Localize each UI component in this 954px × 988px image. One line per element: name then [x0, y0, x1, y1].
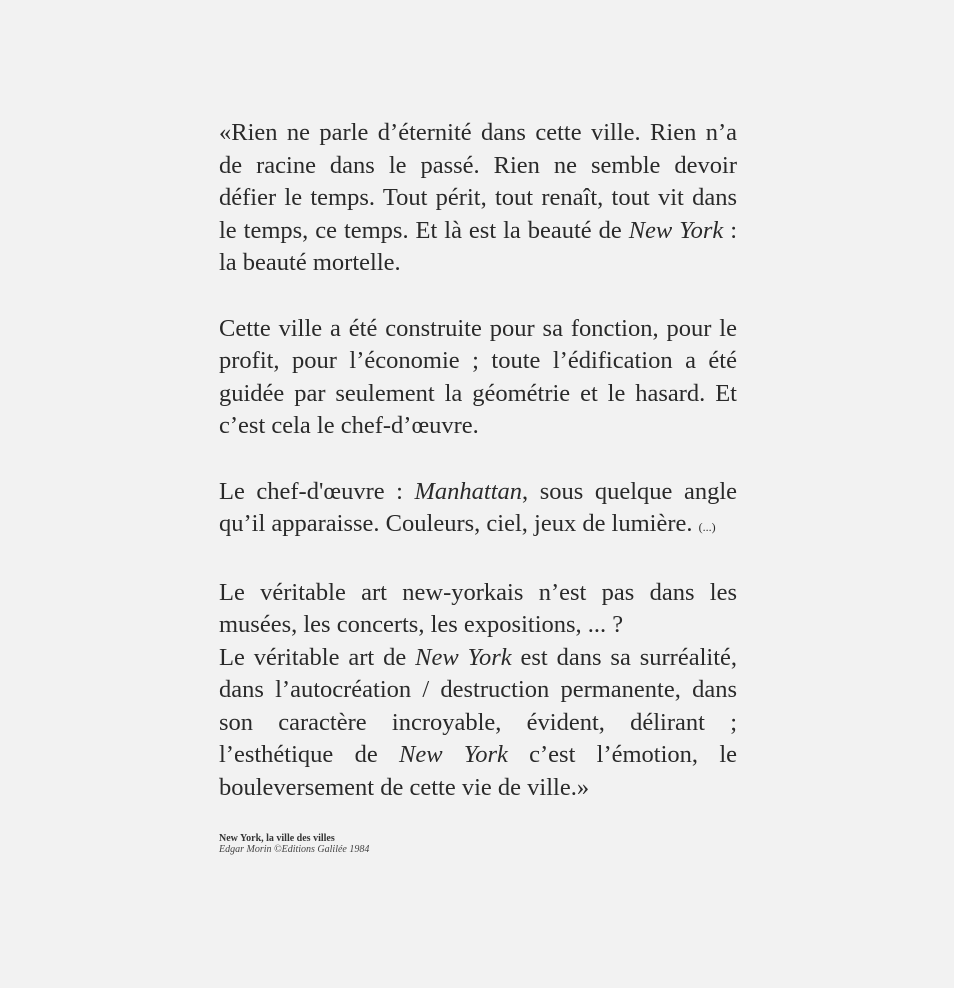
quote-text: c’est l’émotion, le bouleversement de cette vie de ville.» — [219, 741, 738, 801]
quote-text: Le véritable art de — [219, 643, 416, 671]
quote-text: : la beauté mortelle. — [219, 216, 737, 276]
ellipsis-note: (...) — [698, 520, 716, 534]
quote-paragraph-3 — [219, 476, 737, 544]
credit-title: New York, la ville des villes — [219, 833, 335, 844]
quote-paragraph-2: Cette ville a été construite pour sa fonction, pour le profit, pour l’économie ; toute l’édification a été guidée par seulement la géométrie et le hasard. Et c’est cela le chef-d’œuvre. — [219, 314, 737, 439]
quote-paragraph-1 — [219, 117, 737, 280]
quote-text: «Rien ne parle d’éternité dans cette ville. Rien n’a de racine dans le passé. Rien ne semble devoir défier le temps. Tout périt, tout renaît, tout vit dans le temps, ce temps. Et là est la beauté de — [219, 119, 737, 244]
quote-block — [219, 117, 737, 804]
credit-block — [219, 833, 369, 855]
credit-source: Edgar Morin ©Editions Galilée 1984 — [219, 844, 370, 855]
quote-text: , sous quelque angle qu’il apparaisse. Couleurs, ciel, jeux de lumière. — [219, 477, 738, 537]
quote-emphasis: New York — [415, 643, 512, 671]
quote-text: Le chef-d'œuvre : — [219, 477, 415, 505]
quote-emphasis: Manhattan — [414, 477, 523, 505]
quote-emphasis: New York — [398, 741, 508, 768]
quote-text: est dans sa surréalité, dans l’autocréation / destruction permanente, dans son caractère incroyable, évident, délirant ; l’esthétique de — [219, 643, 738, 768]
quote-paragraph-4: Le véritable art new-yorkais n’est pas dans les musées, les concerts, les expositions, ... ? — [219, 578, 737, 638]
quote-paragraph-5 — [219, 642, 737, 805]
quote-emphasis: New York — [628, 216, 724, 244]
